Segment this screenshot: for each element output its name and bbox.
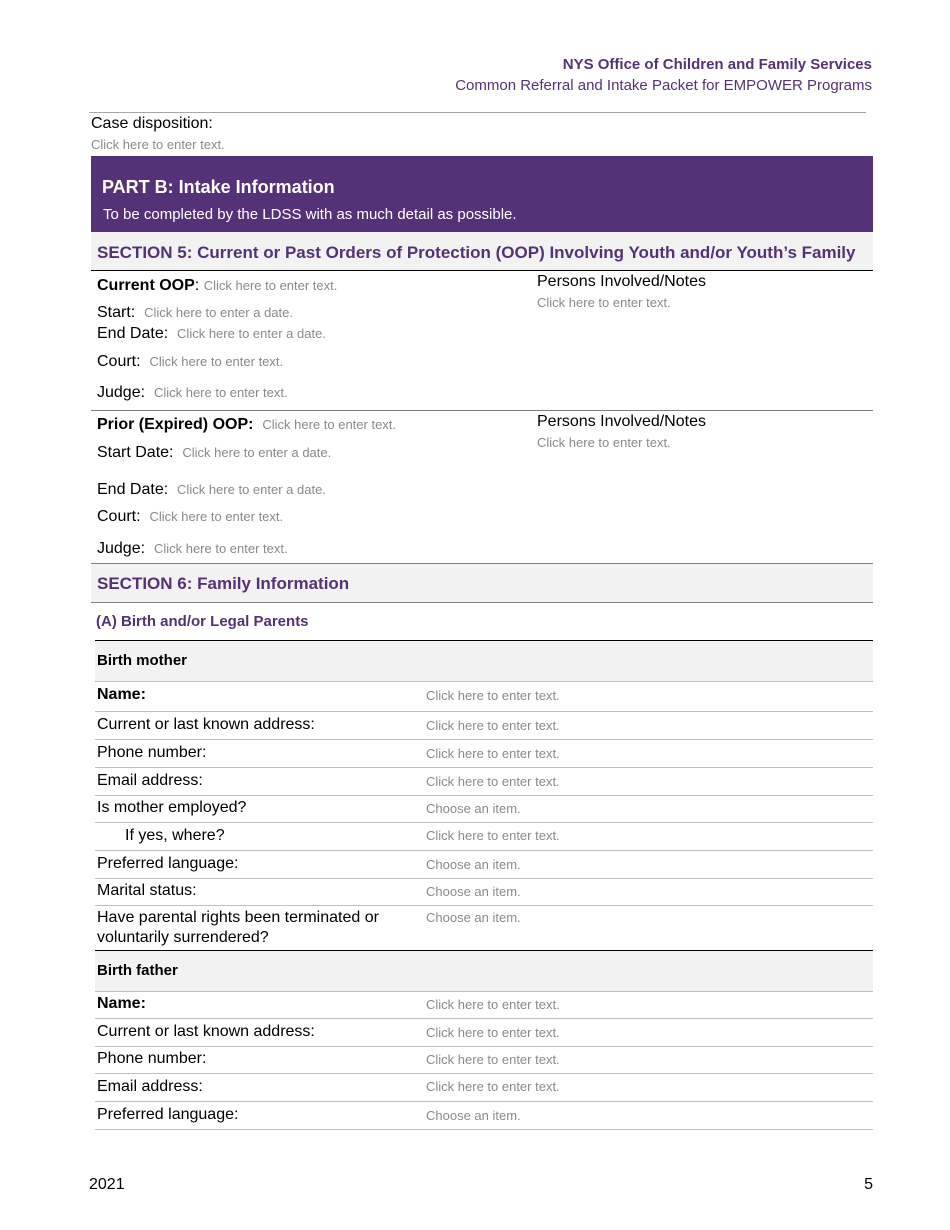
- mother-name-field[interactable]: Click here to enter text.: [426, 688, 560, 703]
- birth-mother-heading: Birth mother: [97, 652, 187, 669]
- table-row: [95, 712, 873, 740]
- table-row: [95, 906, 873, 950]
- table-row: [95, 1019, 873, 1047]
- header-org: NYS Office of Children and Family Services: [562, 56, 872, 73]
- prior-start-row: [97, 444, 331, 462]
- prior-end-row: [97, 481, 326, 499]
- part-b-banner: [91, 156, 873, 232]
- row-label: Marital status:: [97, 882, 197, 899]
- prior-oop-label: Prior (Expired) OOP:: [97, 416, 254, 433]
- footer-year: 2021: [89, 1176, 125, 1193]
- current-oop-row: Current OOP: Click here to enter text.: [97, 277, 338, 294]
- table-row: [95, 1102, 873, 1130]
- page-number: 5: [864, 1176, 873, 1193]
- current-oop-field[interactable]: Click here to enter text.: [203, 278, 338, 293]
- current-judge-field[interactable]: Click here to enter text.: [153, 385, 288, 400]
- subsection-a-title: (A) Birth and/or Legal Parents: [96, 613, 309, 630]
- section6-title: SECTION 6: Family Information: [97, 574, 350, 593]
- prior-notes-field[interactable]: Click here to enter text.: [537, 435, 671, 450]
- current-end-label: End Date:: [97, 325, 169, 342]
- prior-court-row: [97, 508, 283, 526]
- mother-employer-field[interactable]: Click here to enter text.: [426, 828, 560, 843]
- row-label: Name:: [97, 995, 146, 1012]
- mother-phone-field[interactable]: Click here to enter text.: [426, 746, 560, 761]
- table-row: [95, 991, 873, 1019]
- table-row: [95, 768, 873, 796]
- part-b-title: PART B: Intake Information: [102, 177, 335, 197]
- row-label: Current or last known address:: [97, 1023, 315, 1040]
- mother-employed-select[interactable]: Choose an item.: [426, 801, 521, 816]
- table-row: [95, 681, 873, 712]
- table-row: [95, 1047, 873, 1074]
- current-judge-label: Judge:: [97, 384, 146, 401]
- row-label: Name:: [97, 686, 146, 703]
- father-language-select[interactable]: Choose an item.: [426, 1108, 521, 1123]
- header-divider: [89, 112, 866, 113]
- section6-header: [91, 563, 873, 603]
- row-label: Have parental rights been terminated or voluntarily surrendered?: [97, 909, 379, 946]
- section5-title: SECTION 5: Current or Past Orders of Protection (OOP) Involving Youth and/or Youth’s Family: [97, 243, 856, 262]
- current-notes-label: Persons Involved/Notes: [537, 273, 706, 290]
- row-label: Email address:: [97, 772, 203, 789]
- prior-oop-row: [97, 416, 396, 434]
- table-row: [95, 823, 873, 851]
- prior-judge-field[interactable]: Click here to enter text.: [153, 541, 288, 556]
- prior-start-field[interactable]: Click here to enter a date.: [182, 445, 332, 460]
- case-disposition-field[interactable]: Click here to enter text.: [91, 137, 225, 152]
- table-row: [95, 796, 873, 823]
- prior-start-label: Start Date:: [97, 444, 174, 461]
- current-judge-row: [97, 384, 288, 402]
- row-label: Email address:: [97, 1078, 203, 1095]
- current-court-row: [97, 353, 283, 371]
- father-email-field[interactable]: Click here to enter text.: [426, 1079, 560, 1094]
- current-start-field[interactable]: Click here to enter a date.: [144, 305, 293, 320]
- birth-father-heading: Birth father: [97, 962, 178, 979]
- father-address-field[interactable]: Click here to enter text.: [426, 1025, 560, 1040]
- table-row: [95, 851, 873, 879]
- prior-court-label: Court:: [97, 508, 141, 525]
- mother-address-field[interactable]: Click here to enter text.: [426, 718, 560, 733]
- oop-divider: [91, 410, 873, 411]
- mother-rights-select[interactable]: Choose an item.: [426, 910, 521, 925]
- section5-header: [91, 232, 873, 271]
- parents-table: [95, 640, 873, 1130]
- row-label: Phone number:: [97, 1050, 207, 1067]
- father-name-field[interactable]: Click here to enter text.: [426, 997, 560, 1012]
- prior-judge-label: Judge:: [97, 540, 146, 557]
- case-disposition-label: Case disposition:: [91, 115, 213, 132]
- row-label: Phone number:: [97, 744, 207, 761]
- prior-court-field[interactable]: Click here to enter text.: [149, 509, 284, 524]
- birth-father-heading-row: [95, 950, 873, 992]
- table-row: [95, 879, 873, 906]
- father-phone-field[interactable]: Click here to enter text.: [426, 1052, 560, 1067]
- current-notes-field[interactable]: Click here to enter text.: [537, 295, 671, 310]
- part-b-subtitle: To be completed by the LDSS with as much detail as possible.: [103, 206, 517, 223]
- table-row: [95, 1074, 873, 1102]
- row-label: Preferred language:: [97, 855, 239, 872]
- current-end-field[interactable]: Click here to enter a date.: [177, 326, 326, 341]
- prior-judge-row: [97, 540, 288, 558]
- row-label: Is mother employed?: [97, 799, 247, 816]
- prior-end-field[interactable]: Click here to enter a date.: [177, 482, 326, 497]
- prior-end-label: End Date:: [97, 481, 169, 498]
- mother-language-select[interactable]: Choose an item.: [426, 857, 521, 872]
- mother-marital-select[interactable]: Choose an item.: [426, 884, 521, 899]
- current-court-label: Court:: [97, 353, 141, 370]
- row-label: If yes, where?: [125, 827, 225, 844]
- birth-mother-heading-row: [95, 640, 873, 682]
- current-start-label: Start:: [97, 304, 136, 321]
- mother-email-field[interactable]: Click here to enter text.: [426, 774, 560, 789]
- current-oop-label: Current OOP: [97, 277, 195, 294]
- header-subtitle: Common Referral and Intake Packet for EMPOWER Programs: [455, 77, 872, 94]
- current-start-row: [97, 304, 293, 322]
- current-court-field[interactable]: Click here to enter text.: [149, 354, 284, 369]
- table-row: [95, 740, 873, 768]
- row-label: Current or last known address:: [97, 716, 315, 733]
- current-end-row: [97, 325, 326, 343]
- prior-notes-label: Persons Involved/Notes: [537, 413, 706, 430]
- row-label: Preferred language:: [97, 1106, 239, 1123]
- prior-oop-field[interactable]: Click here to enter text.: [262, 417, 397, 432]
